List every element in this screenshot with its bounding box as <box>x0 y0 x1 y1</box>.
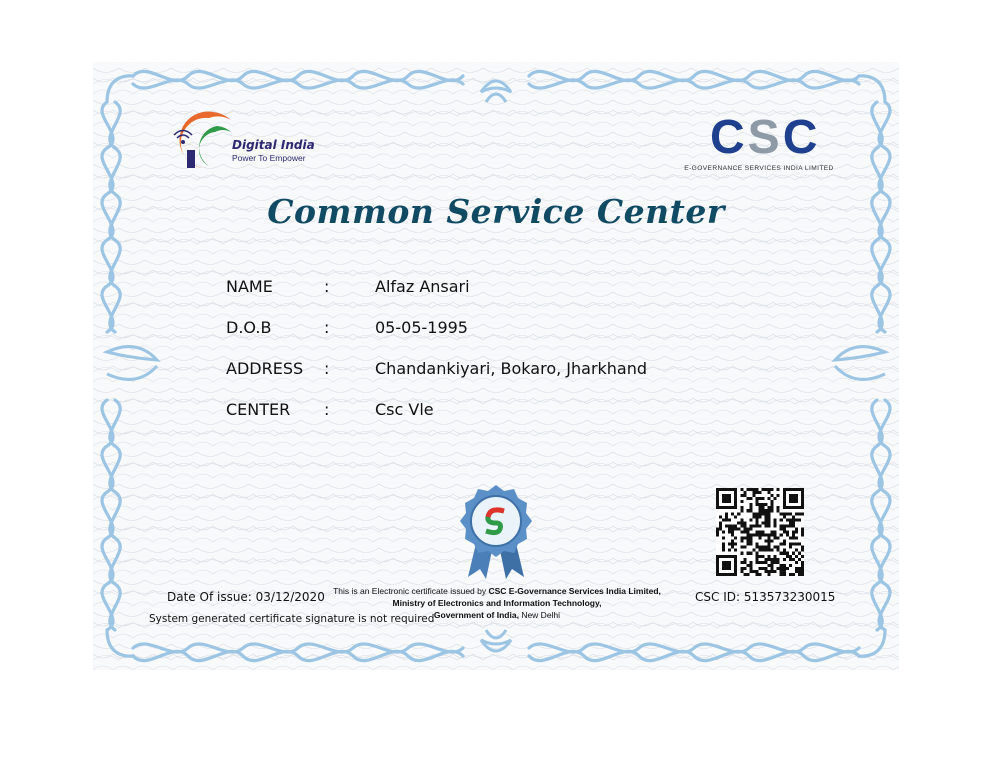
digital-india-tagline: Power To Empower <box>232 153 306 163</box>
field-label: ADDRESS <box>226 359 304 378</box>
certificate-title: Common Service Center <box>267 192 725 231</box>
field-value: Alfaz Ansari <box>375 277 470 296</box>
csc-subtitle: E-GOVERNANCE SERVICES INDIA LIMITED <box>684 165 834 172</box>
csc-rosette-seal-icon <box>460 485 532 579</box>
csc-letter-s: S <box>747 111 780 164</box>
field-label: D.O.B <box>226 318 272 337</box>
qr-code <box>716 488 804 576</box>
issuer-prefix: This is an Electronic certificate issued by <box>333 586 487 596</box>
csc-id: CSC ID: 513573230015 <box>695 590 836 604</box>
field-colon: : <box>324 400 330 419</box>
issuer-statement <box>319 585 675 621</box>
field-colon: : <box>324 359 330 378</box>
csc-letter-c2: C <box>782 111 818 164</box>
issuer-line-1 <box>319 585 675 597</box>
issuer-line-3 <box>319 609 675 621</box>
system-signature-note: System generated certificate signature is not required <box>149 613 435 625</box>
field-colon: : <box>324 318 330 337</box>
field-value: Chandankiyari, Bokaro, Jharkhand <box>375 359 648 378</box>
issuer-line-2 <box>319 597 675 609</box>
issuer-government: Government of India, <box>433 610 519 620</box>
digital-india-name: Digital India <box>232 138 315 152</box>
field-colon: : <box>324 277 330 296</box>
date-of-issue: Date Of issue: 03/12/2020 <box>167 590 325 604</box>
field-label: CENTER <box>226 400 291 419</box>
issuer-city: New Delhi <box>521 610 561 620</box>
certificate <box>93 62 899 670</box>
csc-logo <box>710 111 818 164</box>
csc-letter-c1: C <box>710 111 745 164</box>
issuer-org: CSC E-Governance Services India Limited, <box>488 586 661 596</box>
field-value: 05-05-1995 <box>375 318 468 337</box>
field-value: Csc Vle <box>375 400 434 419</box>
field-label: NAME <box>226 277 273 296</box>
issuer-ministry: Ministry of Electronics and Information Technology, <box>392 598 602 608</box>
